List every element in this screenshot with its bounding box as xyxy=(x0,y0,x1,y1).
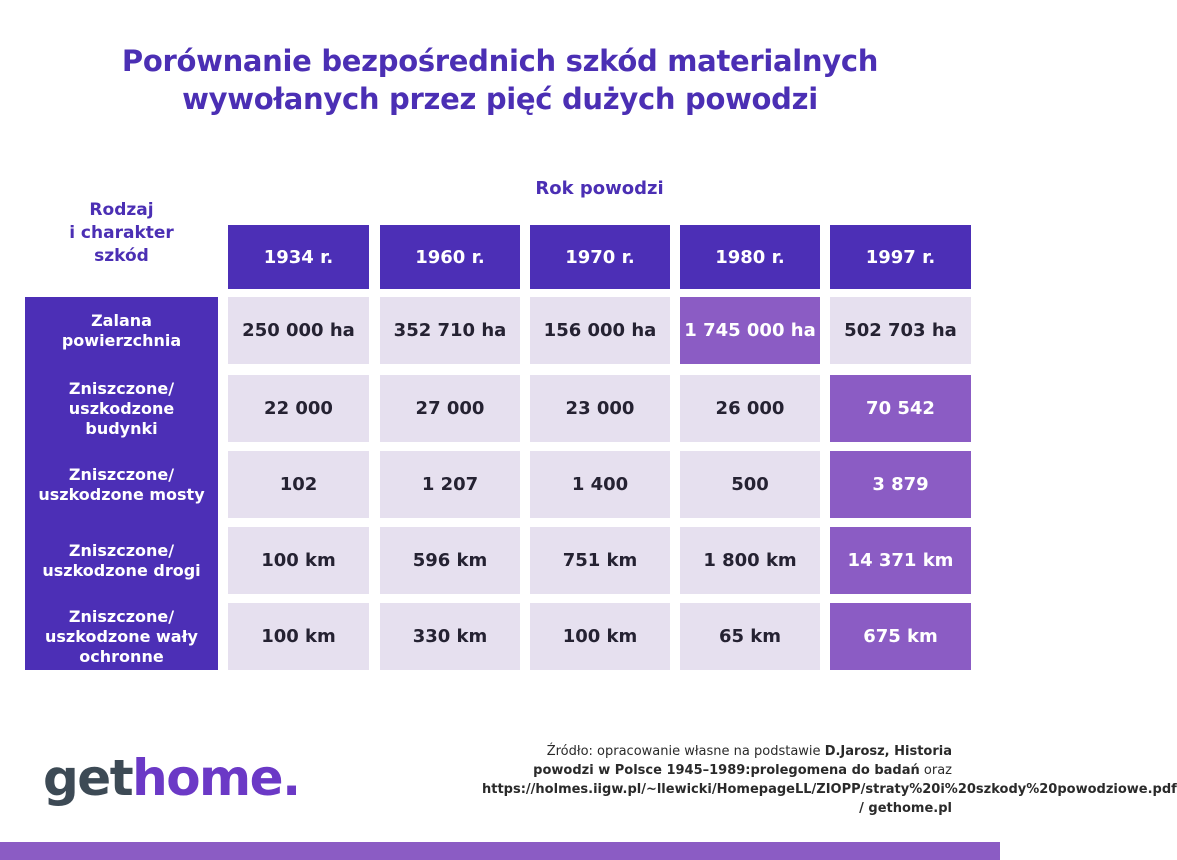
source-prefix: Źródło: opracowanie własne na podstawie xyxy=(546,744,825,759)
source-links: https://holmes.iigw.pl/~llewicki/HomepageLL/ZIOPP/straty%20i%20szkody%20powodziowe.pdf / gethome.pl xyxy=(482,782,1177,816)
table-cell-r4-c1: 330 km xyxy=(380,603,520,670)
row-label-1: Zniszczone/ uszkodzone budynki xyxy=(25,375,218,442)
table-cell-r0-c3: 1 745 000 ha xyxy=(680,297,820,364)
table-cell-r4-c4: 675 km xyxy=(830,603,971,670)
table-cell-r2-c1: 1 207 xyxy=(380,451,520,518)
chart-title xyxy=(0,42,1000,118)
table-cell-r1-c2: 23 000 xyxy=(530,375,670,442)
row-label-4: Zniszczone/ uszkodzone wały ochronne xyxy=(25,603,218,670)
year-header-4: 1997 r. xyxy=(830,225,971,289)
table-cell-r0-c4: 502 703 ha xyxy=(830,297,971,364)
bottom-bar xyxy=(0,842,1000,860)
source-note xyxy=(482,742,1177,818)
row-header-label-line-2: i charakter xyxy=(69,223,174,243)
table-cell-r3-c1: 596 km xyxy=(380,527,520,594)
table-cell-r1-c3: 26 000 xyxy=(680,375,820,442)
table-cell-r3-c2: 751 km xyxy=(530,527,670,594)
gethome-logo xyxy=(43,748,300,808)
year-header-2: 1970 r. xyxy=(530,225,670,289)
table-cell-r1-c4: 70 542 xyxy=(830,375,971,442)
chart-title-line-2: wywołanych przez pięć dużych powodzi xyxy=(182,82,818,116)
chart-title-line-1: Porównanie bezpośrednich szkód materialnych xyxy=(121,44,879,78)
row-label-2: Zniszczone/ uszkodzone mosty xyxy=(25,451,218,518)
table-cell-r3-c0: 100 km xyxy=(228,527,369,594)
table-cell-r4-c2: 100 km xyxy=(530,603,670,670)
table-cell-r2-c4: 3 879 xyxy=(830,451,971,518)
table-cell-r4-c3: 65 km xyxy=(680,603,820,670)
table-cell-r1-c0: 22 000 xyxy=(228,375,369,442)
table-cell-r3-c4: 14 371 km xyxy=(830,527,971,594)
year-header-3: 1980 r. xyxy=(680,225,820,289)
year-header-1: 1960 r. xyxy=(380,225,520,289)
table-cell-r0-c0: 250 000 ha xyxy=(228,297,369,364)
source-middle: oraz xyxy=(919,763,952,778)
column-group-label: Rok powodzi xyxy=(535,178,664,199)
table-cell-r0-c1: 352 710 ha xyxy=(380,297,520,364)
logo-text-home: home. xyxy=(132,749,300,807)
year-header-0: 1934 r. xyxy=(228,225,369,289)
table-cell-r1-c1: 27 000 xyxy=(380,375,520,442)
table-cell-r3-c3: 1 800 km xyxy=(680,527,820,594)
table-cell-r0-c2: 156 000 ha xyxy=(530,297,670,364)
row-header-label-line-1: Rodzaj xyxy=(89,200,154,220)
table-cell-r2-c2: 1 400 xyxy=(530,451,670,518)
table-cell-r4-c0: 100 km xyxy=(228,603,369,670)
logo-text-get: get xyxy=(43,749,133,807)
row-header-label xyxy=(25,199,218,268)
table-cell-r2-c0: 102 xyxy=(228,451,369,518)
row-label-0: Zalana powierzchnia xyxy=(25,297,218,364)
table-cell-r2-c3: 500 xyxy=(680,451,820,518)
row-header-label-line-3: szkód xyxy=(94,246,149,266)
row-label-3: Zniszczone/ uszkodzone drogi xyxy=(25,527,218,594)
source-author: D.Jarosz, Historia powodzi w Polsce 1945–1989:prolegomena do badań xyxy=(533,744,952,778)
